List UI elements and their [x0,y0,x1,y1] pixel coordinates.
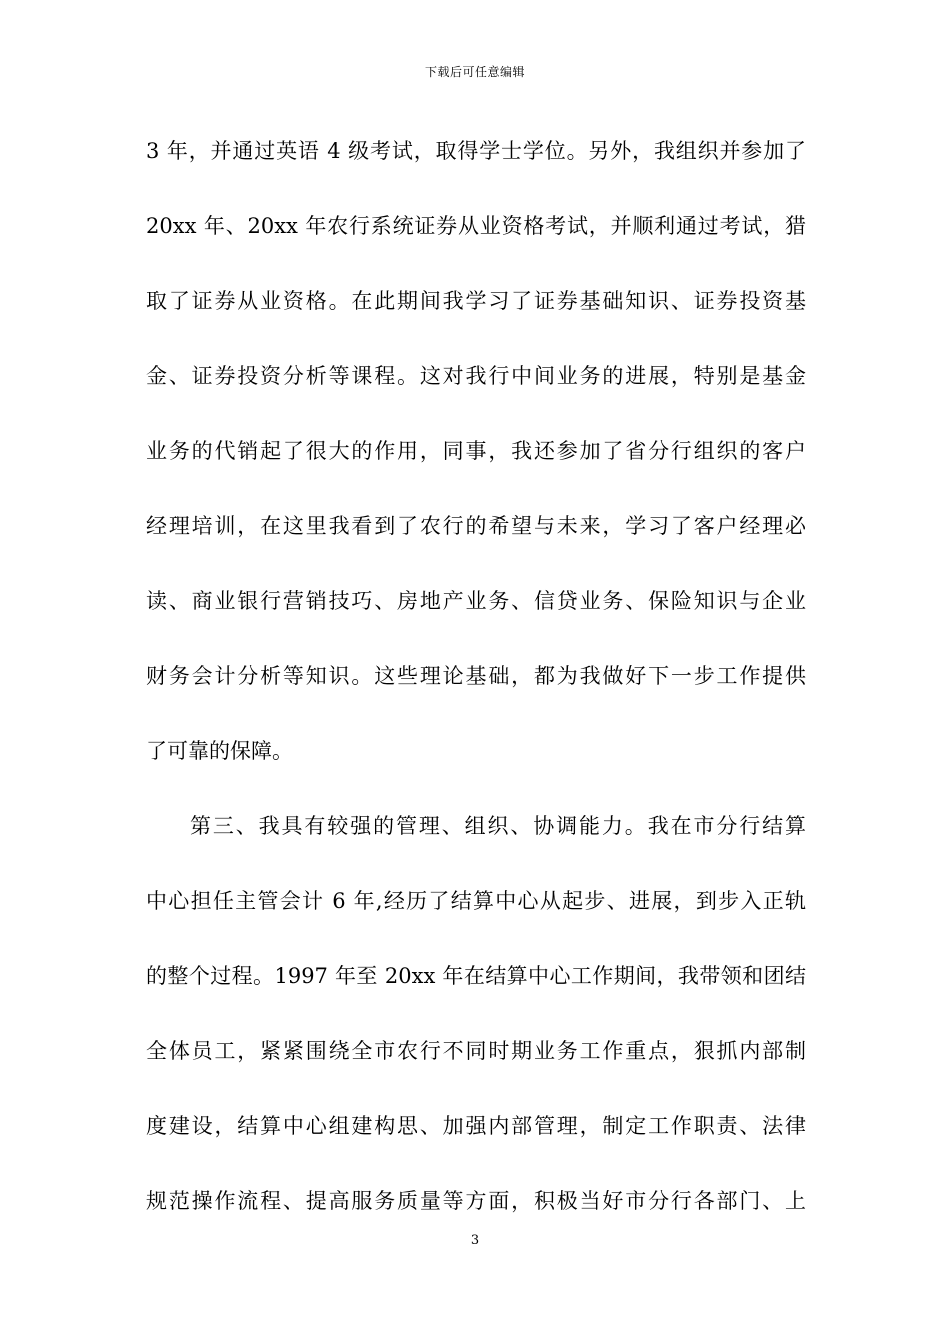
text-line: 财务会计分析等知识。这些理论基础，都为我做好下一步工作提供 [146,664,806,688]
text-line: 业务的代销起了很大的作用，同事，我还参加了省分行组织的客户 [146,439,806,463]
text-line: 3 年，并通过英语 4 级考试，取得学士学位。另外，我组织并参加了 [146,139,806,163]
page-header: 下载后可任意编辑 [424,65,525,79]
page-number: 3 [470,1233,480,1248]
text-line: 了可靠的保障。 [146,739,293,763]
paragraph-2 [146,806,806,1256]
text-line: 度建设，结算中心组建构思、加强内部管理，制定工作职责、法律 [146,1114,806,1138]
text-line: 规范操作流程、提高服务质量等方面，积极当好市分行各部门、上 [146,1189,806,1213]
document-body [146,131,806,1256]
text-line: 中心担任主管会计 6 年,经历了结算中心从起步、进展，到步入正轨 [146,889,806,913]
text-line: 全体员工，紧紧围绕全市农行不同时期业务工作重点，狠抓内部制 [146,1039,806,1063]
text-line: 20xx 年、20xx 年农行系统证券从业资格考试，并顺利通过考试，猎 [146,214,806,238]
text-line: 金、证券投资分析等课程。这对我行中间业务的进展，特别是基金 [146,364,806,388]
paragraph-1 [146,131,806,806]
text-line: 经理培训，在这里我看到了农行的希望与未来，学习了客户经理必 [146,514,806,538]
text-line: 的整个过程。1997 年至 20xx 年在结算中心工作期间，我带领和团结 [146,964,806,988]
text-line: 第三、我具有较强的管理、组织、协调能力。我在市分行结算 [190,814,806,838]
text-line: 取了证券从业资格。在此期间我学习了证券基础知识、证券投资基 [146,289,806,313]
text-line: 读、商业银行营销技巧、房地产业务、信贷业务、保险知识与企业 [146,589,806,613]
